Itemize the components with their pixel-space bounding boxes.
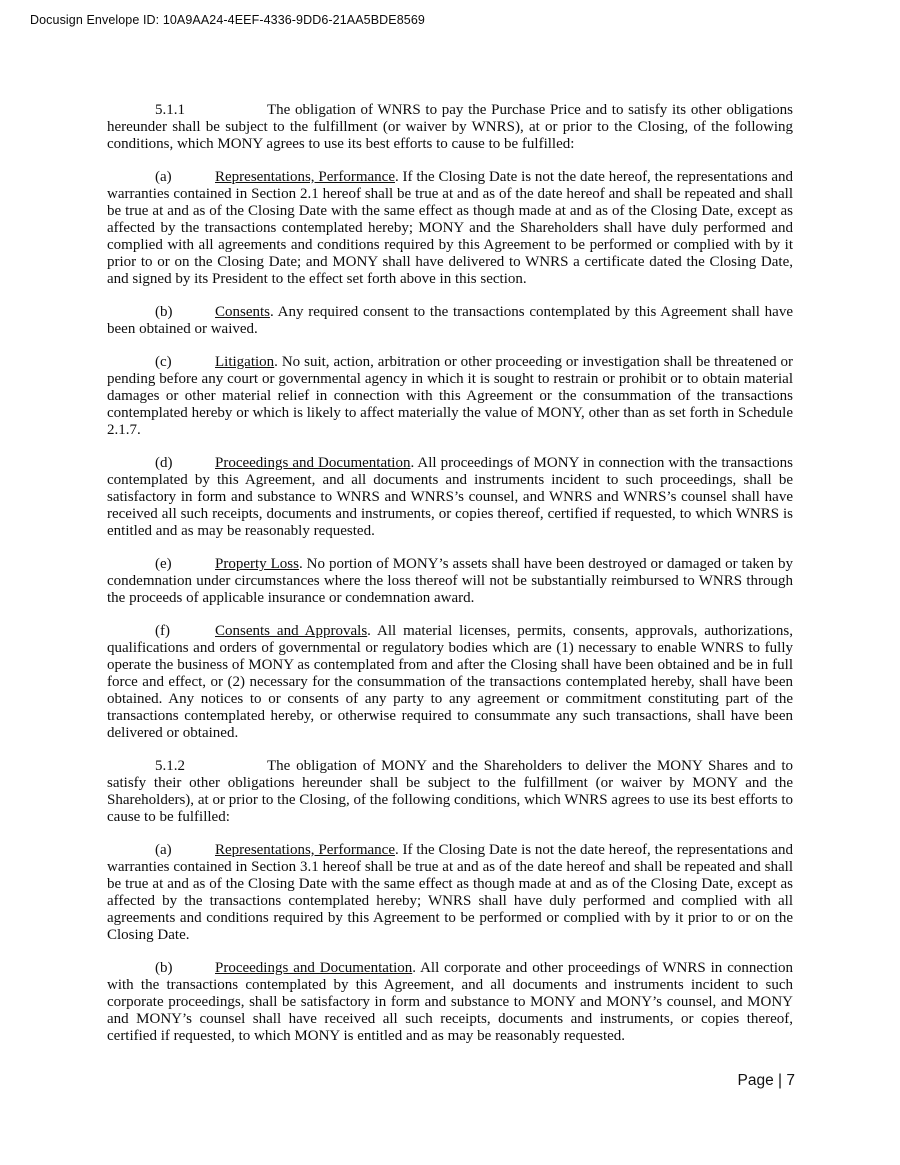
paragraph-text: . All proceedings of MONY in connection with the transactions contemplated by this Agreement, and all documents and instruments incident to such proceedings, shall be satisfactory in form and substance to WNRS and WNRS’s counsel, and WNRS and WNRS’s counsel shall have received all such receipts, documents and instruments, or copies thereof, certified if requested, to which WNRS is entitled and as may be reasonably requested.: [107, 455, 793, 539]
contract-paragraph-c1: [107, 354, 793, 439]
contract-paragraph-a2: [107, 842, 793, 944]
clause-letter: (e): [155, 556, 172, 572]
clause-letter: (c): [155, 354, 172, 370]
paragraph-text: . No suit, action, arbitration or other proceeding or investigation shall be threatened or pending before any court or governmental agency in which it is sought to restrain or prohibit or to obtain material damages or other material relief in connection with this Agreement or the consummation of the transactions contemplated hereby or which is likely to affect materially the value of MONY, other than as set forth in Schedule 2.1.7.: [107, 354, 793, 438]
contract-paragraph-5-1-1: [107, 102, 793, 153]
paragraph-text: . No portion of MONY’s assets shall have been destroyed or damaged or taken by condemnation under circumstances where the loss thereof will not be substantially reimbursed to WNRS through the proceeds of applicable insurance or condemnation award.: [107, 556, 793, 606]
clause-heading: Representations, Performance: [215, 842, 395, 858]
paragraph-text: . If the Closing Date is not the date hereof, the representations and warranties contained in Section 2.1 hereof shall be true at and as of the date hereof and shall be repeated and shall be true at and as of the Closing Date with the same effect as though made at and as of the Closing Date, except as affected by the transactions contemplated hereby; MONY and the Shareholders shall have duly performed and complied with all agreements and conditions required by this Agreement to be performed or complied with by it prior to or on the Closing Date; and MONY shall have delivered to WNRS a certificate dated the Closing Date, and signed by its President to the effect set forth above in this section.: [107, 169, 793, 287]
paragraph-text: . Any required consent to the transactions contemplated by this Agreement shall have been obtained or waived.: [107, 304, 793, 337]
document-body: [107, 102, 793, 1061]
contract-paragraph-b2: [107, 960, 793, 1045]
paragraph-text: . All material licenses, permits, consents, approvals, authorizations, qualifications and orders of governmental or regulatory bodies which are (1) necessary to enable WNRS to fully operate the business of MONY as contemplated from and after the Closing shall have been obtained and be in full force and effect, or (2) necessary for the consummation of the transactions contemplated hereby, shall have been obtained. Any notices to or consents of any party to any agreement or commitment constituting part of the transactions contemplated hereby, or otherwise required to consummate any such transactions, shall have been delivered or obtained.: [107, 623, 794, 741]
clause-letter: (b): [155, 304, 173, 320]
page-number: Page | 7: [737, 1072, 795, 1089]
clause-heading: Proceedings and Documentation: [215, 960, 413, 976]
clause-heading: Representations, Performance: [215, 169, 395, 185]
section-number: 5.1.2: [155, 758, 185, 774]
contract-paragraph-f1: [107, 623, 793, 742]
paragraph-text: The obligation of MONY and the Shareholders to deliver the MONY Shares and to satisfy their other obligations hereunder shall be subject to the fulfillment (or waiver by MONY and the Shareholders), at or prior to the Closing, of the following conditions, which WNRS agrees to use its best efforts to cause to be fulfilled:: [107, 758, 793, 825]
docusign-envelope-id: Docusign Envelope ID: 10A9AA24-4EEF-4336-9DD6-21AA5BDE8569: [30, 13, 425, 27]
clause-heading: Property Loss: [215, 556, 299, 572]
contract-paragraph-e1: [107, 556, 793, 607]
clause-heading: Consents: [215, 304, 271, 320]
clause-letter: (a): [155, 169, 172, 185]
clause-letter: (d): [155, 455, 173, 471]
contract-paragraph-5-1-2: [107, 758, 793, 826]
contract-paragraph-a1: [107, 169, 793, 288]
clause-heading: Consents and Approvals: [215, 623, 368, 639]
clause-letter: (f): [155, 623, 170, 639]
clause-letter: (b): [155, 960, 173, 976]
clause-heading: Proceedings and Documentation: [215, 455, 411, 471]
section-number: 5.1.1: [155, 102, 185, 118]
clause-heading: Litigation: [215, 354, 275, 370]
clause-letter: (a): [155, 842, 172, 858]
paragraph-text: . All corporate and other proceedings of WNRS in connection with the transactions contemplated by this Agreement, and all documents and instruments incident to such corporate proceedings, shall be satisfactory in form and substance to MONY and MONY’s counsel, and MONY and MONY’s counsel shall have received all such receipts, documents and instruments, or copies thereof, certified if requested, to which MONY is entitled and as may be reasonably requested.: [107, 960, 794, 1044]
contract-paragraph-d1: [107, 455, 793, 540]
paragraph-text: The obligation of WNRS to pay the Purchase Price and to satisfy its other obligations hereunder shall be subject to the fulfillment (or waiver by WNRS), at or prior to the Closing, of the following conditions, which MONY agrees to use its best efforts to cause to be fulfilled:: [107, 102, 793, 152]
contract-paragraph-b1: [107, 304, 793, 338]
paragraph-text: . If the Closing Date is not the date hereof, the representations and warranties contained in Section 3.1 hereof shall be true at and as of the date hereof and shall be repeated and shall be true at and as of the Closing Date with the same effect as though made at and as of the Closing Date, except as affected by the transactions contemplated hereby; WNRS shall have duly performed and complied with all agreements and conditions required by this Agreement to be performed or complied with by it prior to or on the Closing Date.: [107, 842, 793, 943]
